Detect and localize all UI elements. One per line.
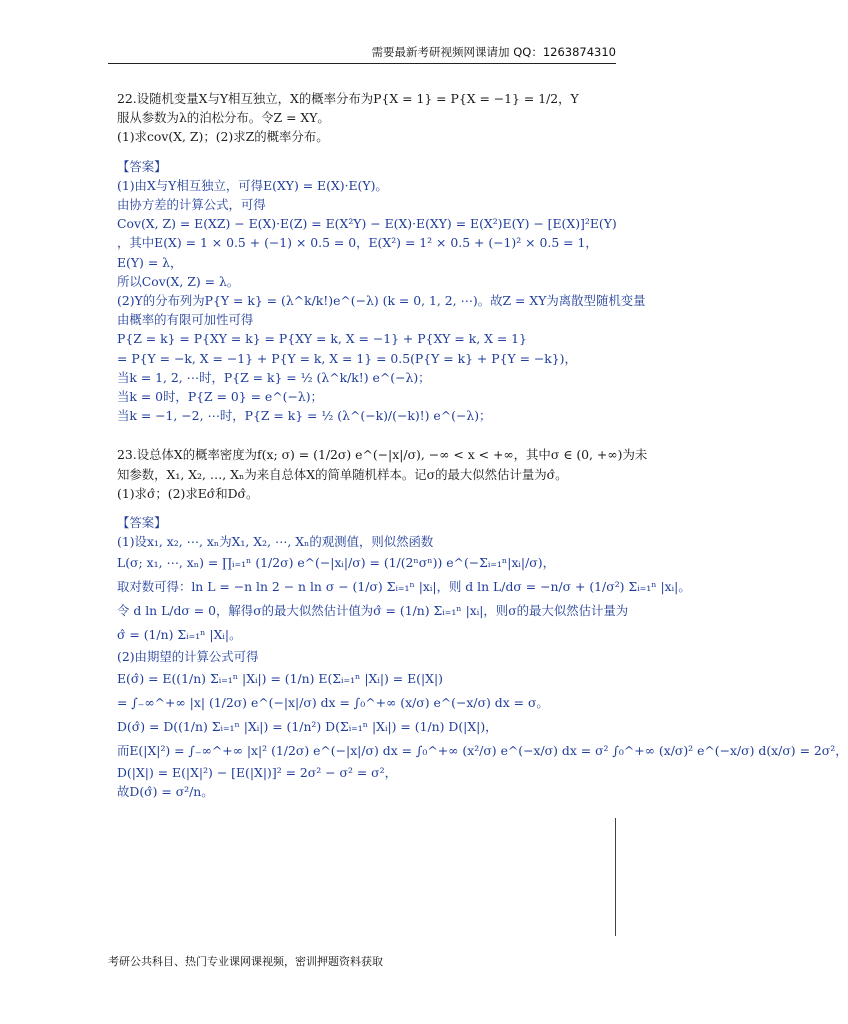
page-content	[117, 89, 848, 801]
answer-23-line: E(σ̂) = E((1/n) Σᵢ₌₁ⁿ |Xᵢ|) = (1/n) E(Σᵢ₌₁ⁿ |Xᵢ|) = E(|X|)	[117, 670, 443, 686]
answer-22	[117, 157, 646, 426]
problem-22	[117, 89, 617, 147]
answer-22-line: ，其中E(X) = 1 × 0.5 + (−1) × 0.5 = 0，E(X²) = 1² × 0.5 + (−1)² × 0.5 = 1，	[117, 235, 598, 251]
answer-22-line: 当k = 0时，P{Z = 0} = e^(−λ)；	[117, 389, 323, 405]
answer-23-line: σ̂ = (1/n) Σᵢ₌₁ⁿ |Xᵢ|。	[117, 627, 242, 643]
answer-23-line: 故D(σ̂) = σ²/n。	[117, 783, 214, 799]
answer-23-line: L(σ; x₁, ⋯, xₙ) = ∏ᵢ₌₁ⁿ (1/2σ) e^(−|xᵢ|/σ) = (1/(2ⁿσⁿ)) e^(−Σᵢ₌₁ⁿ|xᵢ|/σ)，	[117, 555, 555, 571]
answer-22-heading: 【答案】	[117, 158, 167, 174]
problem-22-line-1: 22.设随机变量X与Y相互独立，X的概率分布为P{X = 1} = P{X = −1} = 1/2，Y	[117, 91, 579, 106]
answer-23-line: D(σ̂) = D((1/n) Σᵢ₌₁ⁿ |Xᵢ|) = (1/n²) D(Σᵢ₌₁ⁿ |Xᵢ|) = (1/n) D(|X|)，	[117, 718, 498, 734]
answer-22-line: (1)由X与Y相互独立，可得E(XY) = E(X)·E(Y)。	[117, 177, 388, 193]
answer-23-heading: 【答案】	[117, 515, 167, 531]
answer-22-line: 当k = −1, −2, ⋯时，P{Z = k} = ½ (λ^(−k)/(−k)!) e^(−λ)；	[117, 408, 492, 424]
page-header-text: 需要最新考研视频网课请加 QQ：1263874310	[371, 45, 616, 59]
answer-22-line: = P{Y = −k, X = −1} + P{Y = k, X = 1} = 0.5(P{Y = k} + P{Y = −k})，	[117, 350, 577, 366]
problem-22-line-3: (1)求cov(X, Z)；(2)求Z的概率分布。	[117, 129, 329, 145]
problem-23-line-2: 知参数，X₁, X₂, …, Xₙ为来自总体X的简单随机样本。记σ的最大似然估计量为σ̂。	[117, 466, 568, 482]
answer-22-line: E(Y) = λ，	[117, 254, 183, 270]
problem-23-line-1: 23.设总体X的概率密度为f(x; σ) = (1/2σ) e^(−|x|/σ), −∞ < x < +∞，其中σ ∈ (0, +∞)为未	[117, 447, 648, 463]
answer-23	[117, 513, 848, 801]
answer-23-line: (1)设x₁, x₂, ⋯, xₙ为X₁, X₂, ⋯, Xₙ的观测值，则似然函数	[117, 534, 434, 550]
answer-22-line: P{Z = k} = P{XY = k} = P{XY = k, X = −1} + P{XY = k, X = 1}	[117, 331, 527, 347]
answer-22-line: 由协方差的计算公式，可得	[117, 197, 266, 213]
answer-22-line: 由概率的有限可加性可得	[117, 312, 254, 328]
answer-23-line: (2)由期望的计算公式可得	[117, 649, 259, 665]
problem-23	[117, 445, 648, 503]
problem-23-line-3: (1)求σ̂；(2)求Eσ̂和Dσ̂。	[117, 485, 259, 501]
margin-rule	[615, 818, 616, 936]
answer-22-line: 所以Cov(X, Z) = λ。	[117, 273, 240, 289]
header-divider	[108, 63, 616, 64]
answer-23-line: 令 d ln L/dσ = 0，解得σ的最大似然估计值为σ̂ = (1/n) Σᵢ₌₁ⁿ |xᵢ|，则σ的最大似然估计量为	[117, 603, 629, 619]
answer-22-line: (2)Y的分布列为P{Y = k} = (λ^k/k!)e^(−λ) (k = 0, 1, 2, ⋯)。故Z = XY为离散型随机变量	[117, 293, 646, 309]
answer-22-line: Cov(X, Z) = E(XZ) − E(X)·E(Z) = E(X²Y) − E(X)·E(XY) = E(X²)E(Y) − [E(X)]²E(Y)	[117, 216, 617, 232]
answer-23-line: = ∫₋∞^+∞ |x| (1/2σ) e^(−|x|/σ) dx = ∫₀^+∞ (x/σ) e^(−x/σ) dx = σ。	[117, 694, 549, 710]
problem-22-line-2: 服从参数为λ的泊松分布。令Z = XY。	[117, 110, 330, 126]
page-footer-text: 考研公共科目、热门专业课网课视频，密训押题资料获取	[108, 955, 383, 968]
answer-23-line: 取对数可得：ln L = −n ln 2 − n ln σ − (1/σ) Σᵢ₌₁ⁿ |xᵢ|，则 d ln L/dσ = −n/σ + (1/σ²) Σᵢ₌₁ⁿ |xᵢ|。	[117, 579, 691, 595]
answer-23-line: D(|X|) = E(|X|²) − [E(|X|)]² = 2σ² − σ² = σ²，	[117, 764, 397, 780]
answer-23-line: 而E(|X|²) = ∫₋∞^+∞ |x|² (1/2σ) e^(−|x|/σ) dx = ∫₀^+∞ (x²/σ) e^(−x/σ) dx = σ² ∫₀^+∞ (x/σ)² e^(−x/σ) d(x/σ) = 2σ²，	[117, 742, 848, 758]
answer-22-line: 当k = 1, 2, ⋯时，P{Z = k} = ½ (λ^k/k!) e^(−λ)；	[117, 369, 431, 385]
